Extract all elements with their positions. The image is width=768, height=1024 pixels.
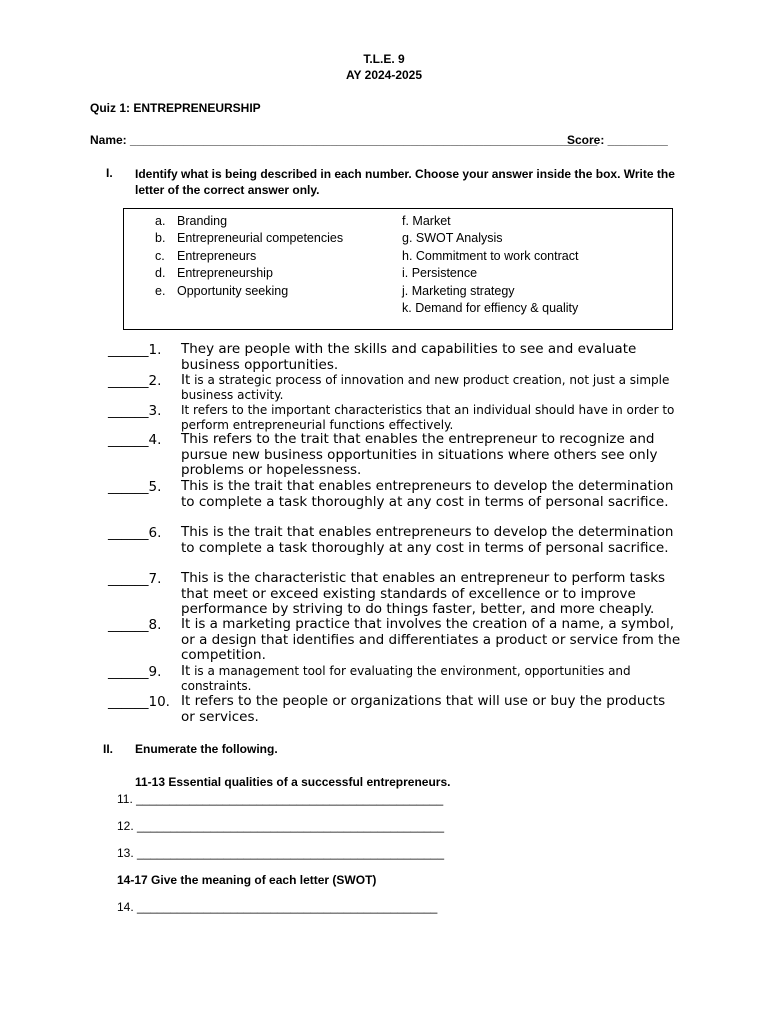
answer-blank[interactable]: ______1. (108, 342, 162, 358)
option-text: Entrepreneurs (177, 249, 257, 263)
option-letter: e. (155, 284, 166, 298)
option-letter: c. (155, 249, 165, 263)
question-text: This is the characteristic that enables an entrepreneur to perform tasks that meet or exceed existing standards of excellence or to improve performance by striving to do things faster, better, and more cheaply. (181, 570, 666, 617)
option-item: g. SWOT Analysis (402, 231, 503, 245)
doc-title: T.L.E. 9 (363, 52, 405, 66)
enumeration-prompt-2: 14-17 Give the meaning of each letter (SWOT) (117, 873, 377, 887)
option-letter: b. (155, 231, 166, 245)
question-text: This refers to the trait that enables the entrepreneur to recognize and pursue new business opportunities in situations where others see only problems or hopelessness. (181, 431, 658, 478)
option-letter: d. (155, 266, 166, 280)
question-lead: It (181, 663, 191, 679)
answer-blank[interactable]: ______6. (108, 525, 162, 541)
option-item: i. Persistence (402, 266, 478, 280)
section-2-instructions: Enumerate the following. (135, 742, 278, 756)
section-1-instructions: Identify what is being described in each number. Choose your answer inside the box. Write the letter of the correct answer only. (135, 167, 675, 197)
option-letter: a. (155, 214, 166, 228)
section-2-number: II. (103, 742, 114, 756)
name-field[interactable]: Name: ______________________________________________________________________ (90, 133, 598, 147)
answer-line-14[interactable]: 14. _____________________________________________ (117, 900, 438, 914)
question-text: It refers to the people or organizations that will use or buy the products or services. (181, 693, 666, 725)
option-text: Opportunity seeking (177, 284, 289, 298)
score-field[interactable]: Score: _________ (567, 133, 668, 147)
answer-line-13[interactable]: 13. ______________________________________________ (117, 846, 445, 860)
answer-blank[interactable]: ______9. (108, 664, 162, 680)
answer-line-11[interactable]: 11. ______________________________________________ (117, 792, 444, 806)
school-year: AY 2024-2025 (345, 68, 423, 82)
answer-blank[interactable]: ______4. (108, 432, 162, 448)
question-text: is a management tool for evaluating the environment, opportunities and constraints. (181, 664, 631, 693)
question-lead: It (181, 372, 191, 388)
answer-blank[interactable]: ______8. (108, 617, 162, 633)
answer-blank[interactable]: ______5. (108, 479, 162, 495)
answer-blank[interactable]: ______2. (108, 373, 162, 389)
question-text: This is the trait that enables entrepreneurs to develop the determination to complete a task thoroughly at any cost in terms of personal sacrifice. (181, 478, 674, 510)
answer-blank[interactable]: ______3. (108, 403, 162, 419)
answer-line-12[interactable]: 12. ______________________________________________ (117, 819, 445, 833)
question-text: It refers to the important characteristics that an individual should have in order to perform entrepreneurial functions effectively. (181, 403, 675, 432)
option-text: Entrepreneurship (177, 266, 273, 280)
quiz-title: Quiz 1: ENTREPRENEURSHIP (90, 101, 261, 115)
answer-blank[interactable]: ______10. (108, 694, 170, 710)
option-text: Entrepreneurial competencies (177, 231, 344, 245)
question-text: They are people with the skills and capabilities to see and evaluate business opportunities. (181, 341, 637, 373)
option-text: Branding (177, 214, 228, 228)
option-item: k. Demand for effiency & quality (402, 301, 579, 315)
enumeration-prompt-1: 11-13 Essential qualities of a successful entrepreneurs. (135, 775, 451, 789)
option-item: f. Market (402, 214, 451, 228)
section-1-number: I. (106, 166, 113, 180)
option-item: j. Marketing strategy (402, 284, 515, 298)
option-item: h. Commitment to work contract (402, 249, 579, 263)
question-text: is a strategic process of innovation and new product creation, not just a simple business activity. (181, 373, 670, 402)
question-text: This is the trait that enables entrepreneurs to develop the determination to complete a task thoroughly at any cost in terms of personal sacrifice. (181, 524, 674, 556)
question-text: It is a marketing practice that involves the creation of a name, a symbol, or a design that identifies and differentiates a product or service from the competition. (181, 616, 681, 663)
answer-blank[interactable]: ______7. (108, 571, 162, 587)
